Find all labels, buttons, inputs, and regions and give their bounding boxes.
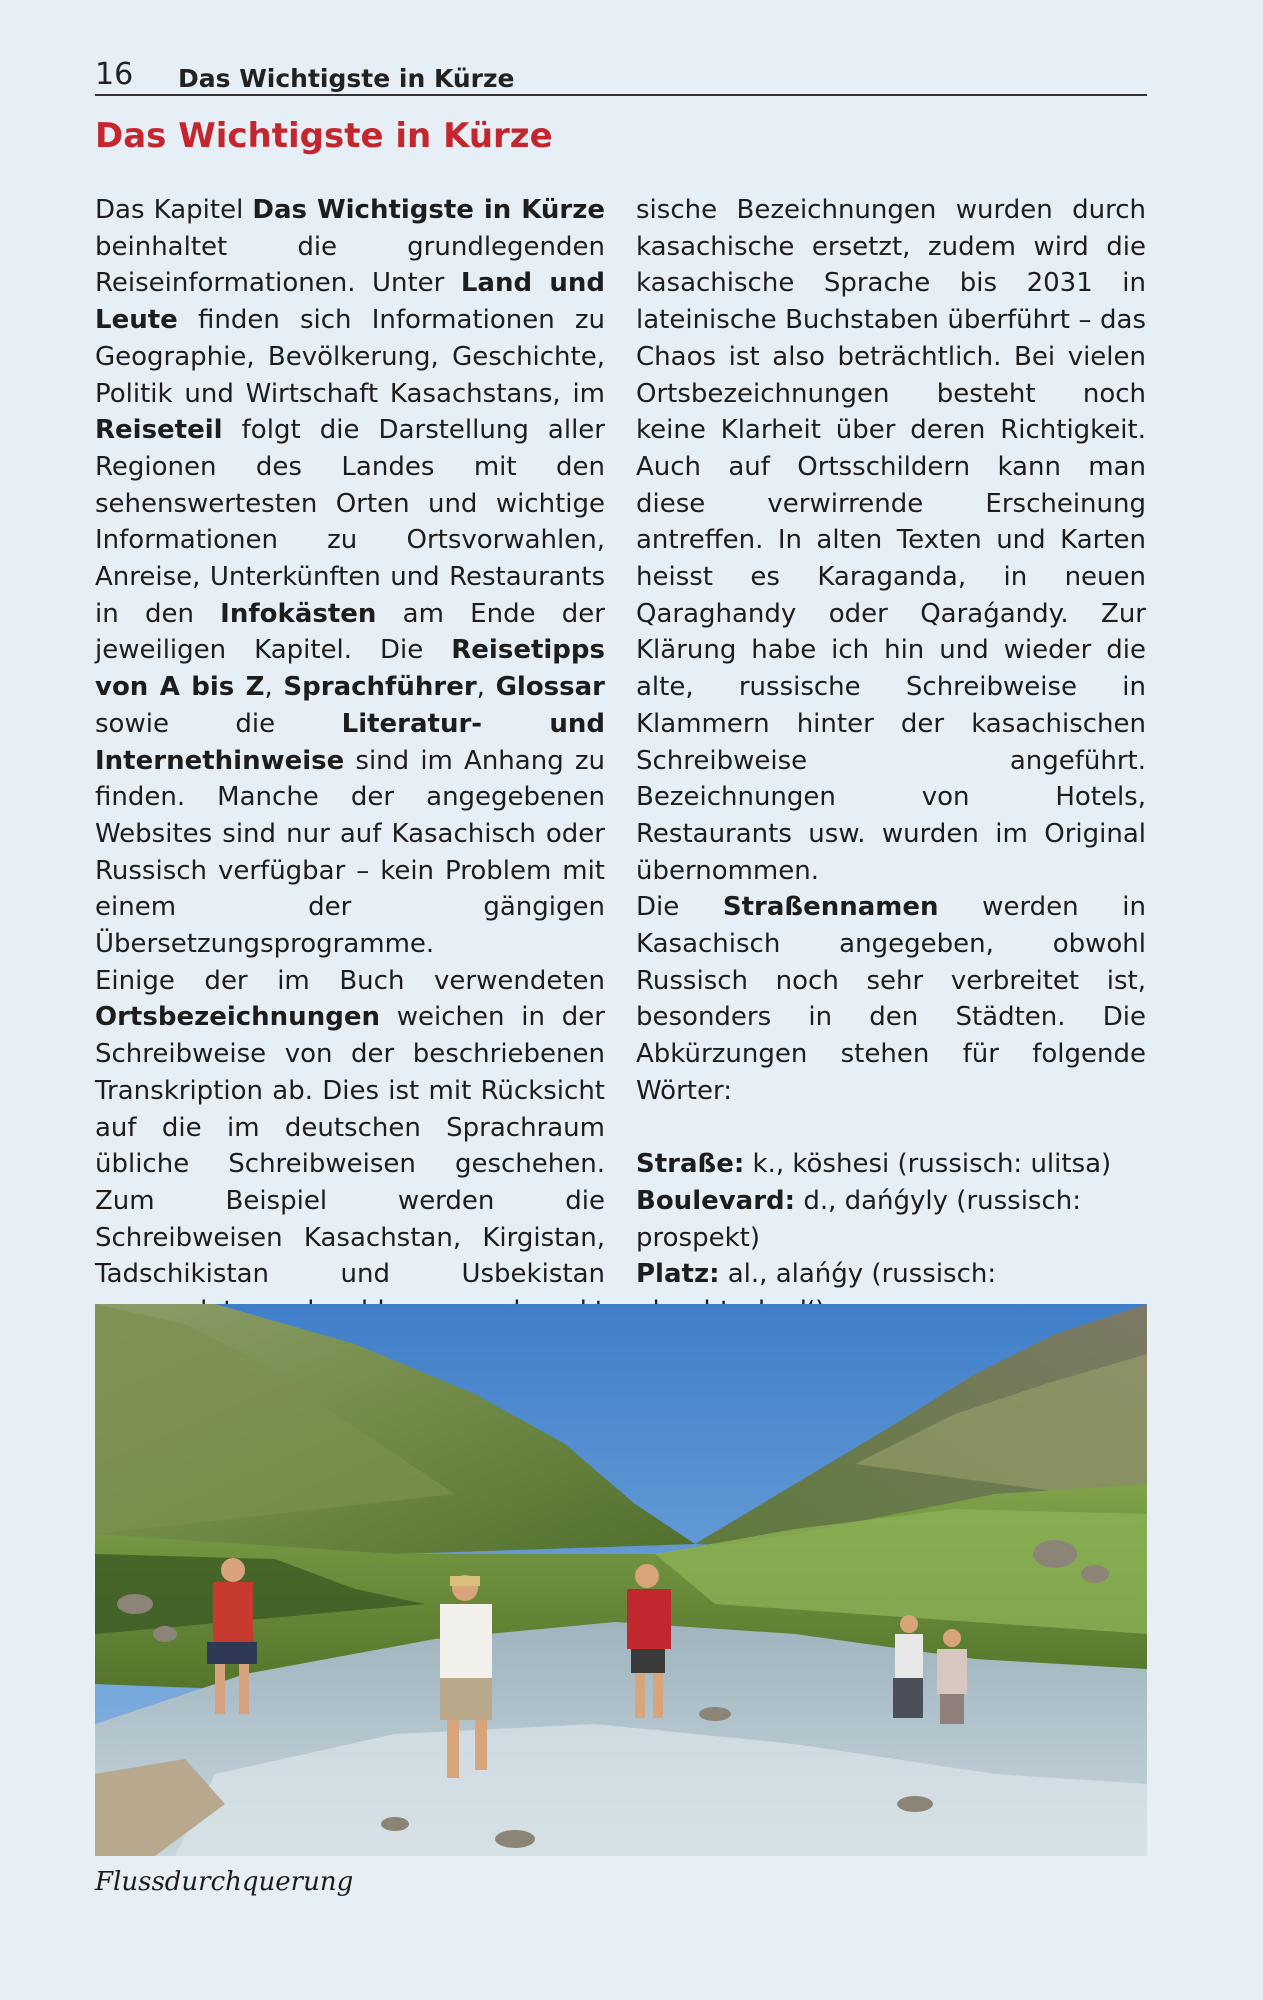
text-run: , (264, 672, 284, 703)
river-crossing-photo (95, 1304, 1147, 1856)
bold-term: Land und Leute (95, 268, 605, 336)
text-run: finden sich Informationen zu Geographie, Bevölkerung, Geschichte, Politik und Wirtschaft Kasachstans, im (95, 305, 605, 409)
text-run: Das Kapitel (95, 195, 253, 225)
bold-term: Glossar (495, 672, 605, 703)
text-run: werden in Kasachisch angegeben, obwohl Russisch noch sehr verbreitet ist, besonders in den Städten. Die Abkürzungen stehen für folgende Wörter: (636, 892, 1146, 1106)
chapter-title: Das Wichtigste in Kürze (95, 116, 553, 156)
page-number: 16 (95, 57, 134, 92)
abbreviation-text: al., alańǵy (russisch: (727, 1259, 997, 1290)
text-run: sowie die (95, 708, 342, 739)
abbreviation-term: Straße: (636, 1149, 745, 1180)
abbreviation-text: k., köshesi (russisch: ulitsa) (744, 1149, 1112, 1180)
bold-term: Literatur- und Internethinweise (95, 708, 605, 776)
text-run: weichen in der Schreibweise von der beschriebenen Transkription ab. Dies ist mit Rücksicht auf die im deutschen Sprachraum übliche Schreibweisen geschehen. Zum Beispiel werden die Schreibweisen Kasachstan, Kirgistan, Tadschikistan und Usbekistan (95, 1002, 605, 1290)
text-run: , (476, 672, 496, 703)
photo-caption: Flussdurchquerung (95, 1867, 354, 1897)
abbreviation-term: Boulevard: (636, 1185, 796, 1216)
abbreviation-street (636, 1146, 1146, 1183)
abbreviation-boulevard (636, 1183, 1146, 1256)
paragraph-gap (636, 1110, 1146, 1147)
bold-term: Sprachführer (283, 672, 477, 703)
text-run: Einige der im Buch verwendeten (95, 965, 605, 996)
bold-term: Infokästen (220, 598, 377, 629)
intro-paragraph (95, 192, 605, 963)
bold-term: Ortsbezeichnungen (95, 1002, 380, 1033)
running-head (95, 58, 1147, 96)
abbreviation-term: Platz: (636, 1259, 720, 1290)
text-run: am Ende der jeweiligen Kapitel. Die (95, 598, 605, 666)
bold-term: Reiseteil (95, 415, 223, 446)
running-title: Das Wichtigste in Kürze (178, 64, 515, 93)
text-run: folgt die Darstellung aller Regionen des Landes mit den sehenswertesten Orten und wichtige Informationen zu Ortsvorwahlen, Anreise, Unterkünften und Restaurants in den (95, 415, 605, 629)
photo-illustration (95, 1304, 1147, 1856)
bold-term: Das Wichtigste in Kürze (252, 195, 605, 225)
bold-term: Reisetipps von A bis Z (95, 635, 605, 703)
street-names-paragraph (636, 889, 1146, 1109)
text-run: beinhaltet die grundlegenden Reiseinformationen. Unter (95, 231, 605, 299)
bold-term: Straßennamen (722, 892, 939, 923)
abbreviation-text: d., dańǵyly (russisch: prospekt) (636, 1185, 1082, 1253)
text-run: sind im Anhang zu finden. Manche der angegebenen Websites sind nur auf Kasachisch oder Russisch verfügbar – kein Problem mit einem der gängigen Übersetzungsprogramme. (95, 745, 605, 960)
text-run: Die (636, 892, 723, 923)
transliteration-paragraph: sische Bezeichnungen wurden durch kasachische ersetzt, zudem wird die kasachische Sprache bis 2031 in lateinische Buchstaben überführt – das Chaos ist also beträchtlich. Bei vielen Ortsbezeichnungen besteht noch keine Klarheit über deren Richtigkeit. Auch auf Ortsschildern kann man diese verwirrende Erscheinung antreffen. In alten Texten und Karten heisst es Karaganda, in neuen Qaraghandy oder Qaraǵandy. Zur Klärung habe ich hin und wieder die alte, russische Schreibweise in Klammern hinter der kasachischen Schreibweise angeführt. Bezeichnungen von Hotels, Restaurants usw. wurden im Original übernommen. (636, 195, 1146, 886)
